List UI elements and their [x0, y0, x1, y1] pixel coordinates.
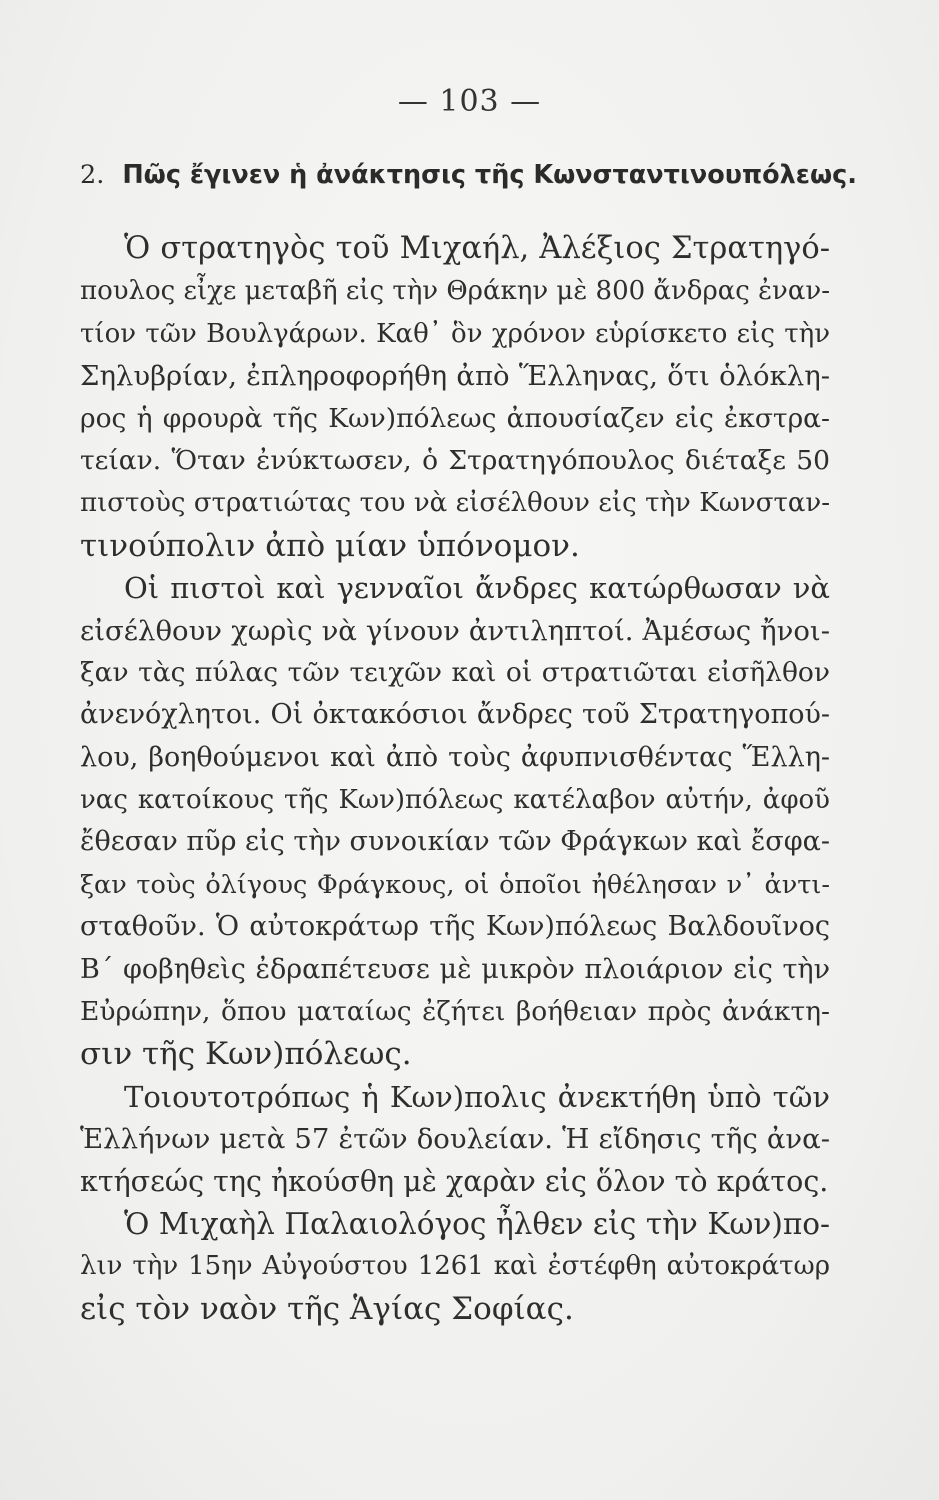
- text-line: εἰς τὸν ναὸν τῆς Ἁγίας Σοφίας.: [80, 1290, 574, 1327]
- text-line: πιστοὺς στρατιώτας του νὰ εἰσέλθουν εἰς τὴν Κωνσταν-: [80, 488, 830, 519]
- text-line: Ὁ Μιχαὴλ Παλαιολόγος ἦλθεν εἰς τὴν Κων)πο-: [124, 1206, 830, 1241]
- section-heading: [80, 160, 860, 190]
- text-line: σιν τῆς Κων)πόλεως.: [80, 1036, 412, 1073]
- text-line: Σηλυβρίαν, ἐπληροφορήθη ἀπὸ Ἕλληνας, ὅτι ὁλόκλη-: [80, 360, 830, 393]
- text-line: λου, βοηθούμενοι καὶ ἀπὸ τοὺς ἀφυπνισθέντας Ἕλλη-: [80, 741, 830, 773]
- text-line: ξαν τὰς πύλας τῶν τειχῶν καὶ οἱ στρατιῶται εἰσῆλθον: [80, 656, 830, 688]
- text-line: λιν τὴν 15ην Αὐγούστου 1261 καὶ ἐστέφθη αὐτοκράτωρ: [80, 1251, 830, 1282]
- text-line: ξαν τοὺς ὀλίγους Φράγκους, οἱ ὁποῖοι ἠθέλησαν ν᾿ ἀντι-: [80, 869, 830, 900]
- text-line: ἀνενόχλητοι. Οἱ ὀκτακόσιοι ἄνδρες τοῦ Στρατηγοπού-: [80, 699, 830, 731]
- text-line: Ὁ στρατηγὸς τοῦ Μιχαήλ, Ἀλέξιος Στρατηγό-: [124, 231, 830, 266]
- text-line: Ἑλλήνων μετὰ 57 ἐτῶν δουλείαν. Ἡ εἴδησις τῆς ἀνα-: [80, 1123, 830, 1156]
- text-line: Οἱ πιστοὶ καὶ γενναῖοι ἄνδρες κατώρθωσαν νὰ: [124, 571, 830, 606]
- text-line: πουλος εἶχε μεταβῆ εἰς τὴν Θράκην μὲ 800 ἄνδρας ἐναν-: [80, 276, 831, 307]
- text-line: τίον τῶν Βουλγάρων. Καθ᾿ ὃν χρόνον εὑρίσκετο εἰς τὴν: [80, 318, 830, 349]
- text-line: Β΄ φοβηθεὶς ἐδραπέτευσε μὲ μικρὸν πλοιάριον εἰς τὴν: [80, 953, 830, 985]
- section-title: Πῶς ἔγινεν ἡ ἀνάκτησις τῆς Κωνσταντινουπόλεως.: [122, 160, 857, 190]
- body-text: [80, 228, 830, 1330]
- text-line: τείαν. Ὅταν ἐνύκτωσεν, ὁ Στρατηγόπουλος διέταξε 50: [80, 444, 830, 476]
- text-line: τινούπολιν ἀπὸ μίαν ὑπόνομον.: [80, 527, 580, 564]
- text-line: ρος ἡ φρουρὰ τῆς Κων)πόλεως ἀπουσίαζεν εἰς ἐκστρα-: [80, 402, 830, 434]
- text-line: εἰσέλθουν χωρὶς νὰ γίνουν ἀντιληπτοί. Ἀμέσως ἤνοι-: [80, 614, 830, 647]
- text-line: Τοιουτοτρόπως ἡ Κων)πολις ἀνεκτήθη ὑπὸ τῶν: [124, 1079, 830, 1114]
- text-line: Εὐρώπην, ὅπου ματαίως ἐζήτει βοήθειαν πρὸς ἀνάκτη-: [80, 996, 830, 1028]
- section-number: 2.: [80, 160, 105, 190]
- text-line: σταθοῦν. Ὁ αὐτοκράτωρ τῆς Κων)πόλεως Βαλδουῖνος: [80, 911, 830, 943]
- text-line: νας κατοίκους τῆς Κων)πόλεως κατέλαβον αὐτήν, ἀφοῦ: [80, 785, 830, 816]
- text-line: κτήσεώς της ἠκούσθη μὲ χαρὰν εἰς ὅλον τὸ κράτος.: [80, 1164, 829, 1198]
- text-line: ἔθεσαν πῦρ εἰς τὴν συνοικίαν τῶν Φράγκων καὶ ἔσφα-: [80, 826, 830, 858]
- page-number: — 103 —: [397, 84, 542, 119]
